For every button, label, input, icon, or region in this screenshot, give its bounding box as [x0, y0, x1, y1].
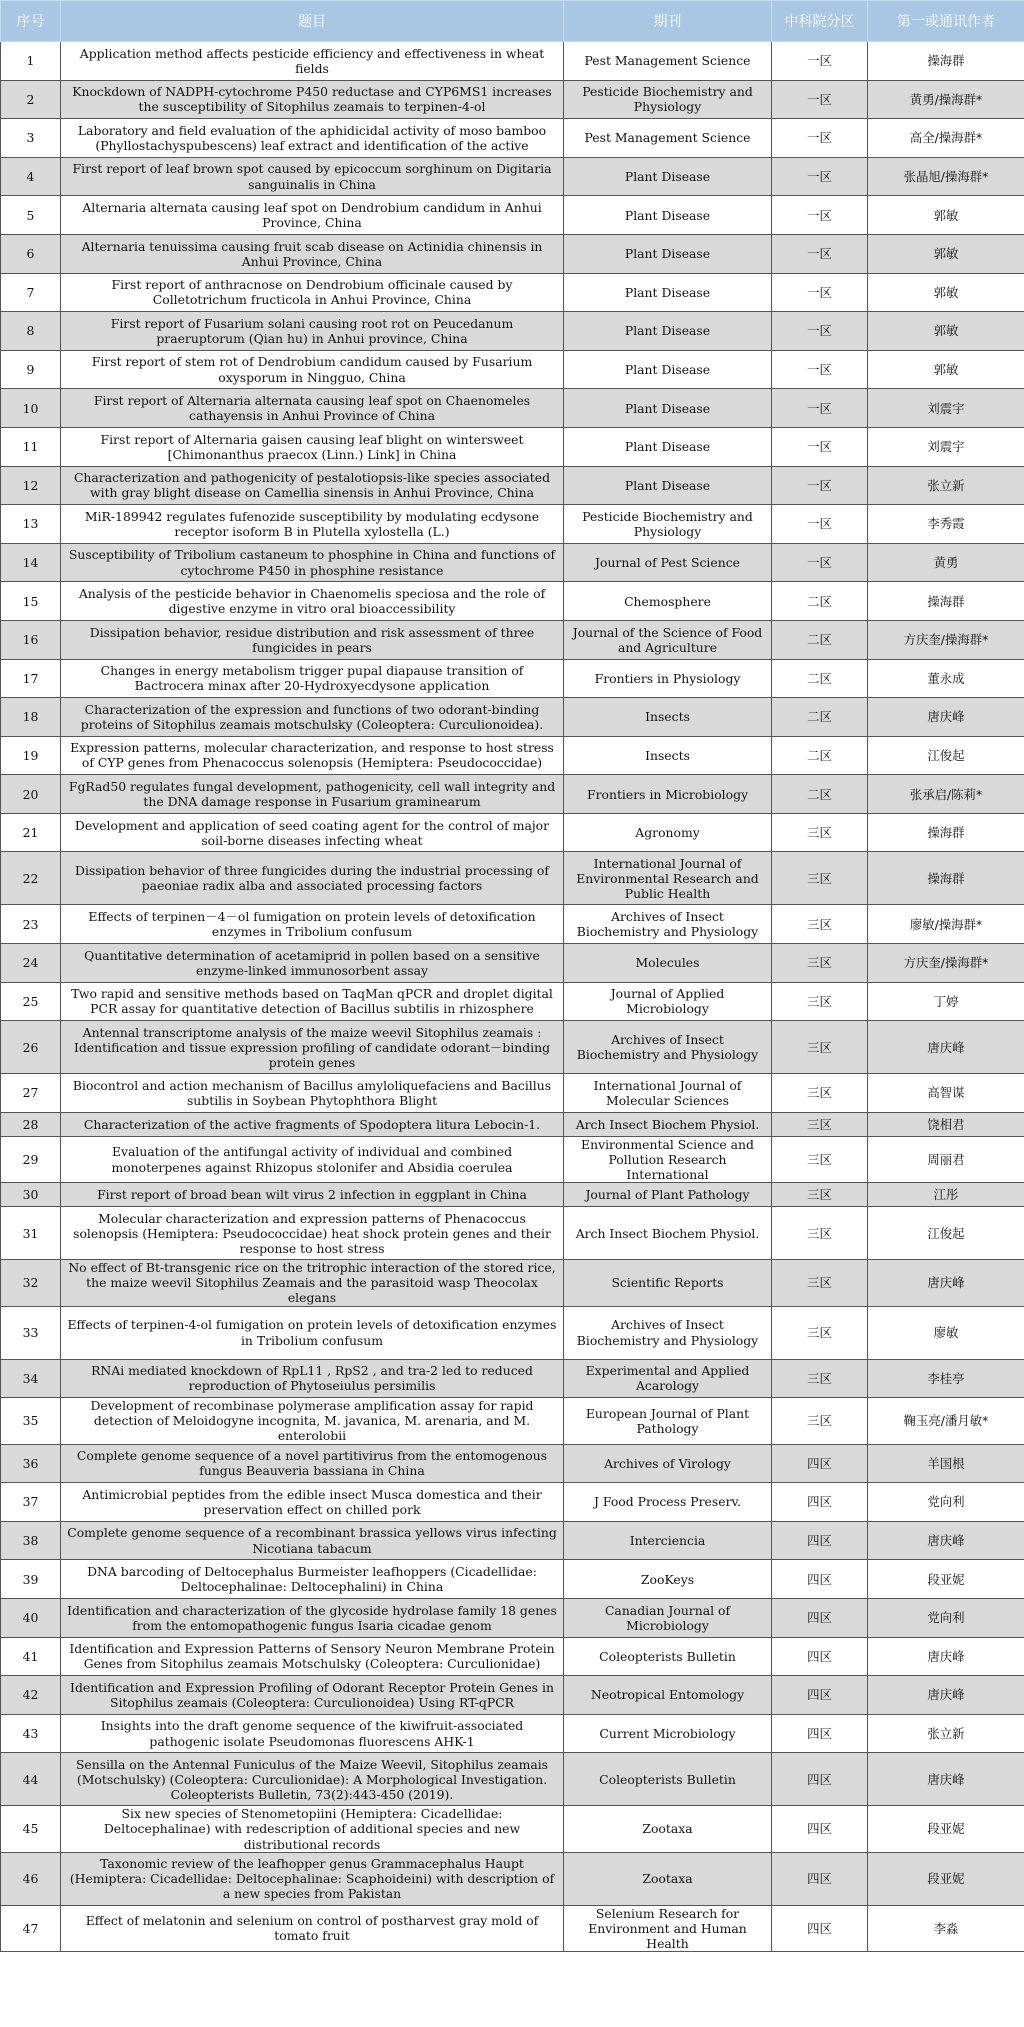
cell-author: 郭敏 [868, 196, 1024, 235]
cell-author: 唐庆峰 [868, 1521, 1024, 1560]
table-row [1, 1074, 1024, 1113]
cell-author: 鞠玉亮/潘月敏* [868, 1398, 1024, 1444]
table-row [1, 234, 1024, 273]
cell-zone: 一区 [772, 157, 868, 196]
cell-num: 43 [1, 1714, 61, 1753]
table-row [1, 813, 1024, 852]
table-row [1, 1905, 1024, 1951]
table-row [1, 1359, 1024, 1398]
cell-title: First report of broad bean wilt virus 2 infection in eggplant in China [61, 1183, 564, 1207]
cell-journal: Pesticide Biochemistry and Physiology [564, 80, 772, 119]
cell-author: 唐庆峰 [868, 1260, 1024, 1306]
cell-title: First report of Alternaria alternata causing leaf spot on Chaenomeles cathayensis in Anhui Province of China [61, 389, 564, 428]
cell-num: 29 [1, 1136, 61, 1182]
cell-journal: Environmental Science and Pollution Research International [564, 1136, 772, 1182]
cell-journal: International Journal of Molecular Sciences [564, 1074, 772, 1113]
table-row [1, 1637, 1024, 1676]
cell-num: 41 [1, 1637, 61, 1676]
cell-journal: Pest Management Science [564, 42, 772, 81]
cell-num: 26 [1, 1021, 61, 1074]
cell-author: 操海群 [868, 42, 1024, 81]
cell-num: 45 [1, 1806, 61, 1852]
cell-num: 20 [1, 775, 61, 814]
cell-title: Quantitative determination of acetamiprid in pollen based on a sensitive enzyme-linked immunosorbent assay [61, 944, 564, 983]
cell-title: Identification and Expression Patterns of Sensory Neuron Membrane Protein Genes from Sitophilus zeamais Motschulsky (Coleoptera: Curculionidae) [61, 1637, 564, 1676]
cell-num: 44 [1, 1753, 61, 1806]
cell-title: RNAi mediated knockdown of RpL11 , RpS2 , and tra-2 led to reduced reproduction of Phytoseiulus persimilis [61, 1359, 564, 1398]
cell-journal: Canadian Journal of Microbiology [564, 1598, 772, 1637]
cell-num: 34 [1, 1359, 61, 1398]
cell-author: 段亚妮 [868, 1560, 1024, 1599]
table-row [1, 312, 1024, 351]
table-row [1, 42, 1024, 81]
cell-title: Laboratory and field evaluation of the aphidicidal activity of moso bamboo (Phyllostachyspubescens) leaf extract and identification of the active [61, 119, 564, 158]
cell-zone: 一区 [772, 42, 868, 81]
cell-zone: 三区 [772, 944, 868, 983]
cell-title: Insights into the draft genome sequence of the kiwifruit-associated pathogenic isolate Pseudomonas fluorescens AHK-1 [61, 1714, 564, 1753]
cell-zone: 二区 [772, 659, 868, 698]
cell-author: 羊国根 [868, 1444, 1024, 1483]
cell-journal: Insects [564, 698, 772, 737]
cell-author: 黄勇/操海群* [868, 80, 1024, 119]
cell-journal: Archives of Insect Biochemistry and Physiology [564, 1306, 772, 1359]
cell-title: Complete genome sequence of a novel partitivirus from the entomogenous fungus Beauveria bassiana in China [61, 1444, 564, 1483]
cell-title: Taxonomic review of the leafhopper genus Grammacephalus Haupt (Hemiptera: Cicadellidae: Deltocephalinae: Scaphoideini) with description of a new species from Pakistan [61, 1852, 564, 1905]
table-row [1, 1398, 1024, 1444]
cell-title: Development of recombinase polymerase amplification assay for rapid detection of Meloidogyne incognita, M. javanica, M. arenaria, and M. enterolobii [61, 1398, 564, 1444]
cell-journal: Zootaxa [564, 1806, 772, 1852]
cell-num: 32 [1, 1260, 61, 1306]
cell-zone: 二区 [772, 582, 868, 621]
cell-journal: Plant Disease [564, 196, 772, 235]
cell-title: Molecular characterization and expression patterns of Phenacoccus solenopsis (Hemiptera: Pseudococcidae) heat shock protein genes and their response to host stress [61, 1207, 564, 1260]
cell-num: 47 [1, 1905, 61, 1951]
table-row [1, 1183, 1024, 1207]
cell-num: 13 [1, 505, 61, 544]
cell-author: 廖敏 [868, 1306, 1024, 1359]
table-row [1, 1714, 1024, 1753]
cell-num: 46 [1, 1852, 61, 1905]
table-row [1, 1260, 1024, 1306]
table-row [1, 466, 1024, 505]
cell-zone: 三区 [772, 1306, 868, 1359]
cell-zone: 一区 [772, 196, 868, 235]
cell-num: 18 [1, 698, 61, 737]
cell-journal: Archives of Insect Biochemistry and Physiology [564, 905, 772, 944]
table-row [1, 119, 1024, 158]
table-body [1, 42, 1024, 1952]
cell-journal: Journal of Pest Science [564, 543, 772, 582]
cell-journal: Plant Disease [564, 389, 772, 428]
cell-title: No effect of Bt-transgenic rice on the tritrophic interaction of the stored rice, the maize weevil Sitophilus Zeamais and the parasitoid wasp Theocolax elegans [61, 1260, 564, 1306]
cell-journal: Interciencia [564, 1521, 772, 1560]
cell-title: Dissipation behavior, residue distribution and risk assessment of three fungicides in pears [61, 620, 564, 659]
cell-num: 7 [1, 273, 61, 312]
table-row [1, 427, 1024, 466]
table-row [1, 852, 1024, 905]
cell-num: 17 [1, 659, 61, 698]
cell-journal: Journal of Applied Microbiology [564, 982, 772, 1021]
cell-journal: Chemosphere [564, 582, 772, 621]
cell-num: 4 [1, 157, 61, 196]
cell-title: Two rapid and sensitive methods based on TaqMan qPCR and droplet digital PCR assay for quantitative detection of Bacillus subtilis in rhizosphere [61, 982, 564, 1021]
cell-journal: Archives of Virology [564, 1444, 772, 1483]
cell-num: 5 [1, 196, 61, 235]
cell-num: 19 [1, 736, 61, 775]
table-row [1, 905, 1024, 944]
table-row [1, 350, 1024, 389]
cell-title: Biocontrol and action mechanism of Bacillus amyloliquefaciens and Bacillus subtilis in Soybean Phytophthora Blight [61, 1074, 564, 1113]
cell-num: 3 [1, 119, 61, 158]
cell-journal: Pesticide Biochemistry and Physiology [564, 505, 772, 544]
cell-zone: 三区 [772, 1136, 868, 1182]
cell-zone: 四区 [772, 1905, 868, 1951]
cell-zone: 三区 [772, 852, 868, 905]
cell-journal: Arch Insect Biochem Physiol. [564, 1112, 772, 1136]
table-row [1, 1598, 1024, 1637]
table-row [1, 1136, 1024, 1182]
table-row [1, 1806, 1024, 1852]
cell-num: 24 [1, 944, 61, 983]
cell-title: Application method affects pesticide efficiency and effectiveness in wheat fields [61, 42, 564, 81]
cell-num: 42 [1, 1676, 61, 1715]
cell-zone: 三区 [772, 1183, 868, 1207]
cell-author: 段亚妮 [868, 1806, 1024, 1852]
cell-author: 廖敏/操海群* [868, 905, 1024, 944]
cell-num: 37 [1, 1483, 61, 1522]
table-row [1, 698, 1024, 737]
table-row [1, 620, 1024, 659]
cell-num: 23 [1, 905, 61, 944]
header-journal: 期刊 [564, 1, 772, 42]
cell-title: MiR-189942 regulates fufenozide susceptibility by modulating ecdysone receptor isoform B in Plutella xylostella (L.) [61, 505, 564, 544]
cell-title: FgRad50 regulates fungal development, pathogenicity, cell wall integrity and the DNA damage response in Fusarium graminearum [61, 775, 564, 814]
table-row [1, 389, 1024, 428]
cell-author: 唐庆峰 [868, 1676, 1024, 1715]
cell-zone: 三区 [772, 1359, 868, 1398]
cell-author: 高智谋 [868, 1074, 1024, 1113]
cell-num: 30 [1, 1183, 61, 1207]
cell-author: 段亚妮 [868, 1852, 1024, 1905]
table-row [1, 1676, 1024, 1715]
cell-title: Expression patterns, molecular characterization, and response to host stress of CYP genes from Phenacoccus solenopsis (Hemiptera: Pseudococcidae) [61, 736, 564, 775]
table-row [1, 775, 1024, 814]
cell-author: 操海群 [868, 813, 1024, 852]
cell-zone: 二区 [772, 736, 868, 775]
cell-num: 25 [1, 982, 61, 1021]
cell-author: 周丽君 [868, 1136, 1024, 1182]
cell-zone: 三区 [772, 1260, 868, 1306]
cell-zone: 四区 [772, 1483, 868, 1522]
cell-zone: 二区 [772, 620, 868, 659]
cell-title: First report of leaf brown spot caused by epicoccum sorghinum on Digitaria sanguinalis in China [61, 157, 564, 196]
cell-author: 党向利 [868, 1483, 1024, 1522]
cell-num: 15 [1, 582, 61, 621]
cell-author: 刘震宇 [868, 427, 1024, 466]
cell-zone: 三区 [772, 1207, 868, 1260]
cell-zone: 一区 [772, 80, 868, 119]
cell-author: 郭敏 [868, 273, 1024, 312]
cell-author: 李淼 [868, 1905, 1024, 1951]
cell-journal: Scientific Reports [564, 1260, 772, 1306]
cell-author: 高全/操海群* [868, 119, 1024, 158]
cell-journal: Plant Disease [564, 427, 772, 466]
cell-num: 38 [1, 1521, 61, 1560]
cell-zone: 一区 [772, 543, 868, 582]
cell-zone: 二区 [772, 698, 868, 737]
cell-zone: 一区 [772, 427, 868, 466]
cell-zone: 四区 [772, 1852, 868, 1905]
cell-zone: 三区 [772, 1112, 868, 1136]
cell-journal: Coleopterists Bulletin [564, 1637, 772, 1676]
table-row [1, 1852, 1024, 1905]
cell-num: 12 [1, 466, 61, 505]
cell-title: DNA barcoding of Deltocephalus Burmeister leafhoppers (Cicadellidae: Deltocephalinae: Deltocephalini) in China [61, 1560, 564, 1599]
cell-num: 9 [1, 350, 61, 389]
cell-title: Effects of terpinen－4－ol fumigation on protein levels of detoxification enzymes in Tribolium confusum [61, 905, 564, 944]
cell-journal: Coleopterists Bulletin [564, 1753, 772, 1806]
cell-num: 33 [1, 1306, 61, 1359]
cell-num: 27 [1, 1074, 61, 1113]
cell-zone: 二区 [772, 775, 868, 814]
cell-journal: European Journal of Plant Pathology [564, 1398, 772, 1444]
cell-journal: Plant Disease [564, 234, 772, 273]
cell-author: 李桂亭 [868, 1359, 1024, 1398]
cell-author: 江俊起 [868, 736, 1024, 775]
cell-title: Identification and characterization of the glycoside hydrolase family 18 genes from the entomopathogenic fungus Isaria cicadae genom [61, 1598, 564, 1637]
cell-zone: 一区 [772, 273, 868, 312]
table-row [1, 1112, 1024, 1136]
cell-author: 唐庆峰 [868, 1021, 1024, 1074]
cell-num: 6 [1, 234, 61, 273]
cell-journal: Journal of Plant Pathology [564, 1183, 772, 1207]
cell-journal: Zootaxa [564, 1852, 772, 1905]
cell-author: 操海群 [868, 852, 1024, 905]
cell-num: 21 [1, 813, 61, 852]
table-row [1, 196, 1024, 235]
cell-journal: Frontiers in Physiology [564, 659, 772, 698]
cell-title: Effects of terpinen-4-ol fumigation on protein levels of detoxification enzymes in Tribolium confusum [61, 1306, 564, 1359]
cell-zone: 一区 [772, 350, 868, 389]
cell-zone: 四区 [772, 1521, 868, 1560]
cell-title: First report of stem rot of Dendrobium candidum caused by Fusarium oxysporum in Ningguo, China [61, 350, 564, 389]
table-row [1, 582, 1024, 621]
cell-title: Antimicrobial peptides from the edible insect Musca domestica and their preservation effect on chilled pork [61, 1483, 564, 1522]
cell-zone: 四区 [772, 1714, 868, 1753]
cell-title: Identification and Expression Profiling of Odorant Receptor Protein Genes in Sitophilus zeamais (Coleoptera: Curculionoidea) Using RT-qPCR [61, 1676, 564, 1715]
table-header [1, 1, 1024, 42]
cell-journal: Plant Disease [564, 466, 772, 505]
cell-num: 40 [1, 1598, 61, 1637]
cell-num: 39 [1, 1560, 61, 1599]
cell-journal: International Journal of Environmental Research and Public Health [564, 852, 772, 905]
cell-num: 31 [1, 1207, 61, 1260]
cell-zone: 四区 [772, 1444, 868, 1483]
cell-zone: 一区 [772, 505, 868, 544]
header-title: 题目 [61, 1, 564, 42]
cell-author: 方庆奎/操海群* [868, 620, 1024, 659]
cell-title: Characterization of the expression and functions of two odorant-binding proteins of Sitophilus zeamais motschulsky (Coleoptera: Curculionoidea). [61, 698, 564, 737]
cell-zone: 四区 [772, 1806, 868, 1852]
cell-author: 郭敏 [868, 312, 1024, 351]
cell-zone: 三区 [772, 982, 868, 1021]
cell-journal: ZooKeys [564, 1560, 772, 1599]
cell-journal: Plant Disease [564, 157, 772, 196]
cell-title: Characterization of the active fragments of Spodoptera litura Lebocin-1. [61, 1112, 564, 1136]
table-row [1, 1306, 1024, 1359]
cell-num: 1 [1, 42, 61, 81]
cell-author: 党向利 [868, 1598, 1024, 1637]
cell-journal: J Food Process Preserv. [564, 1483, 772, 1522]
cell-title: Characterization and pathogenicity of pestalotiopsis-like species associated with gray blight disease on Camellia sinensis in Anhui Province, China [61, 466, 564, 505]
cell-num: 35 [1, 1398, 61, 1444]
cell-zone: 四区 [772, 1637, 868, 1676]
cell-title: Sensilla on the Antennal Funiculus of the Maize Weevil, Sitophilus zeamais (Motschulsky) (Coleoptera: Curculionidae): A Morphological Investigation. Coleopterists Bulletin, 73(2):443-450 (2019). [61, 1753, 564, 1806]
table-row [1, 543, 1024, 582]
cell-title: Analysis of the pesticide behavior in Chaenomelis speciosa and the role of digestive enzyme in vitro oral bioaccessibility [61, 582, 564, 621]
table-row [1, 80, 1024, 119]
cell-num: 10 [1, 389, 61, 428]
cell-journal: Experimental and Applied Acarology [564, 1359, 772, 1398]
cell-author: 方庆奎/操海群* [868, 944, 1024, 983]
table-row [1, 157, 1024, 196]
cell-zone: 四区 [772, 1753, 868, 1806]
table-row [1, 659, 1024, 698]
cell-journal: Selenium Research for Environment and Human Health [564, 1905, 772, 1951]
cell-title: First report of Fusarium solani causing root rot on Peucedanum praeruptorum (Qian hu) in Anhui province, China [61, 312, 564, 351]
cell-title: Alternaria alternata causing leaf spot on Dendrobium candidum in Anhui Province, China [61, 196, 564, 235]
cell-author: 丁婷 [868, 982, 1024, 1021]
cell-journal: Arch Insect Biochem Physiol. [564, 1207, 772, 1260]
cell-author: 唐庆峰 [868, 1753, 1024, 1806]
cell-author: 张立新 [868, 466, 1024, 505]
cell-author: 唐庆峰 [868, 698, 1024, 737]
cell-author: 黄勇 [868, 543, 1024, 582]
cell-author: 郭敏 [868, 234, 1024, 273]
table-row [1, 944, 1024, 983]
cell-journal: Archives of Insect Biochemistry and Physiology [564, 1021, 772, 1074]
cell-zone: 一区 [772, 234, 868, 273]
cell-journal: Current Microbiology [564, 1714, 772, 1753]
table-row [1, 736, 1024, 775]
cell-title: Knockdown of NADPH-cytochrome P450 reductase and CYP6MS1 increases the susceptibility of Sitophilus zeamais to terpinen-4-ol [61, 80, 564, 119]
cell-journal: Plant Disease [564, 273, 772, 312]
cell-author: 张承启/陈莉* [868, 775, 1024, 814]
cell-author: 江俊起 [868, 1207, 1024, 1260]
cell-zone: 一区 [772, 312, 868, 351]
cell-zone: 一区 [772, 389, 868, 428]
cell-author: 张立新 [868, 1714, 1024, 1753]
cell-title: Antennal transcriptome analysis of the maize weevil Sitophilus zeamais : Identification and tissue expression profiling of candidate odorant－binding protein genes [61, 1021, 564, 1074]
cell-zone: 三区 [772, 905, 868, 944]
cell-title: Dissipation behavior of three fungicides during the industrial processing of paeoniae radix alba and associated processing factors [61, 852, 564, 905]
cell-author: 李秀霞 [868, 505, 1024, 544]
table-row [1, 1753, 1024, 1806]
cell-zone: 四区 [772, 1598, 868, 1637]
cell-journal: Insects [564, 736, 772, 775]
cell-zone: 一区 [772, 119, 868, 158]
header-num: 序号 [1, 1, 61, 42]
cell-num: 14 [1, 543, 61, 582]
cell-author: 江彤 [868, 1183, 1024, 1207]
cell-journal: Journal of the Science of Food and Agriculture [564, 620, 772, 659]
cell-title: Six new species of Stenometopiini (Hemiptera: Cicadellidae: Deltocephalinae) with redescription of additional species and new distributional records [61, 1806, 564, 1852]
cell-title: Development and application of seed coating agent for the control of major soil-borne diseases infecting wheat [61, 813, 564, 852]
header-zone: 中科院分区 [772, 1, 868, 42]
cell-title: Susceptibility of Tribolium castaneum to phosphine in China and functions of cytochrome P450 in phosphine resistance [61, 543, 564, 582]
cell-author: 董永成 [868, 659, 1024, 698]
cell-title: First report of Alternaria gaisen causing leaf blight on wintersweet [Chimonanthus praecox (Linn.) Link] in China [61, 427, 564, 466]
cell-journal: Neotropical Entomology [564, 1676, 772, 1715]
cell-zone: 一区 [772, 466, 868, 505]
cell-author: 郭敏 [868, 350, 1024, 389]
cell-journal: Molecules [564, 944, 772, 983]
cell-zone: 三区 [772, 1074, 868, 1113]
cell-zone: 三区 [772, 1398, 868, 1444]
cell-author: 张晶旭/操海群* [868, 157, 1024, 196]
cell-num: 36 [1, 1444, 61, 1483]
cell-zone: 四区 [772, 1676, 868, 1715]
table-row [1, 982, 1024, 1021]
cell-journal: Pest Management Science [564, 119, 772, 158]
cell-title: Changes in energy metabolism trigger pupal diapause transition of Bactrocera minax after 20-Hydroxyecdysone application [61, 659, 564, 698]
cell-zone: 三区 [772, 813, 868, 852]
cell-num: 8 [1, 312, 61, 351]
cell-num: 22 [1, 852, 61, 905]
cell-title: First report of anthracnose on Dendrobium officinale caused by Colletotrichum fructicola in Anhui Province, China [61, 273, 564, 312]
table-row [1, 505, 1024, 544]
table-row [1, 1207, 1024, 1260]
cell-zone: 四区 [772, 1560, 868, 1599]
table-row [1, 1483, 1024, 1522]
cell-num: 28 [1, 1112, 61, 1136]
cell-journal: Frontiers in Microbiology [564, 775, 772, 814]
header-author: 第一或通讯作者 [868, 1, 1024, 42]
table-row [1, 1444, 1024, 1483]
table-row [1, 1021, 1024, 1074]
cell-author: 刘震宇 [868, 389, 1024, 428]
table-row [1, 1560, 1024, 1599]
cell-num: 11 [1, 427, 61, 466]
cell-title: Complete genome sequence of a recombinant brassica yellows virus infecting Nicotiana tabacum [61, 1521, 564, 1560]
cell-title: Evaluation of the antifungal activity of individual and combined monoterpenes against Rhizopus stolonifer and Absidia coerulea [61, 1136, 564, 1182]
cell-author: 饶相君 [868, 1112, 1024, 1136]
cell-num: 2 [1, 80, 61, 119]
table-row [1, 1521, 1024, 1560]
cell-zone: 三区 [772, 1021, 868, 1074]
table-row [1, 273, 1024, 312]
cell-author: 操海群 [868, 582, 1024, 621]
cell-author: 唐庆峰 [868, 1637, 1024, 1676]
cell-journal: Plant Disease [564, 312, 772, 351]
cell-title: Alternaria tenuissima causing fruit scab disease on Actinidia chinensis in Anhui Province, China [61, 234, 564, 273]
cell-journal: Plant Disease [564, 350, 772, 389]
cell-title: Effect of melatonin and selenium on control of postharvest gray mold of tomato fruit [61, 1905, 564, 1951]
cell-journal: Agronomy [564, 813, 772, 852]
cell-num: 16 [1, 620, 61, 659]
